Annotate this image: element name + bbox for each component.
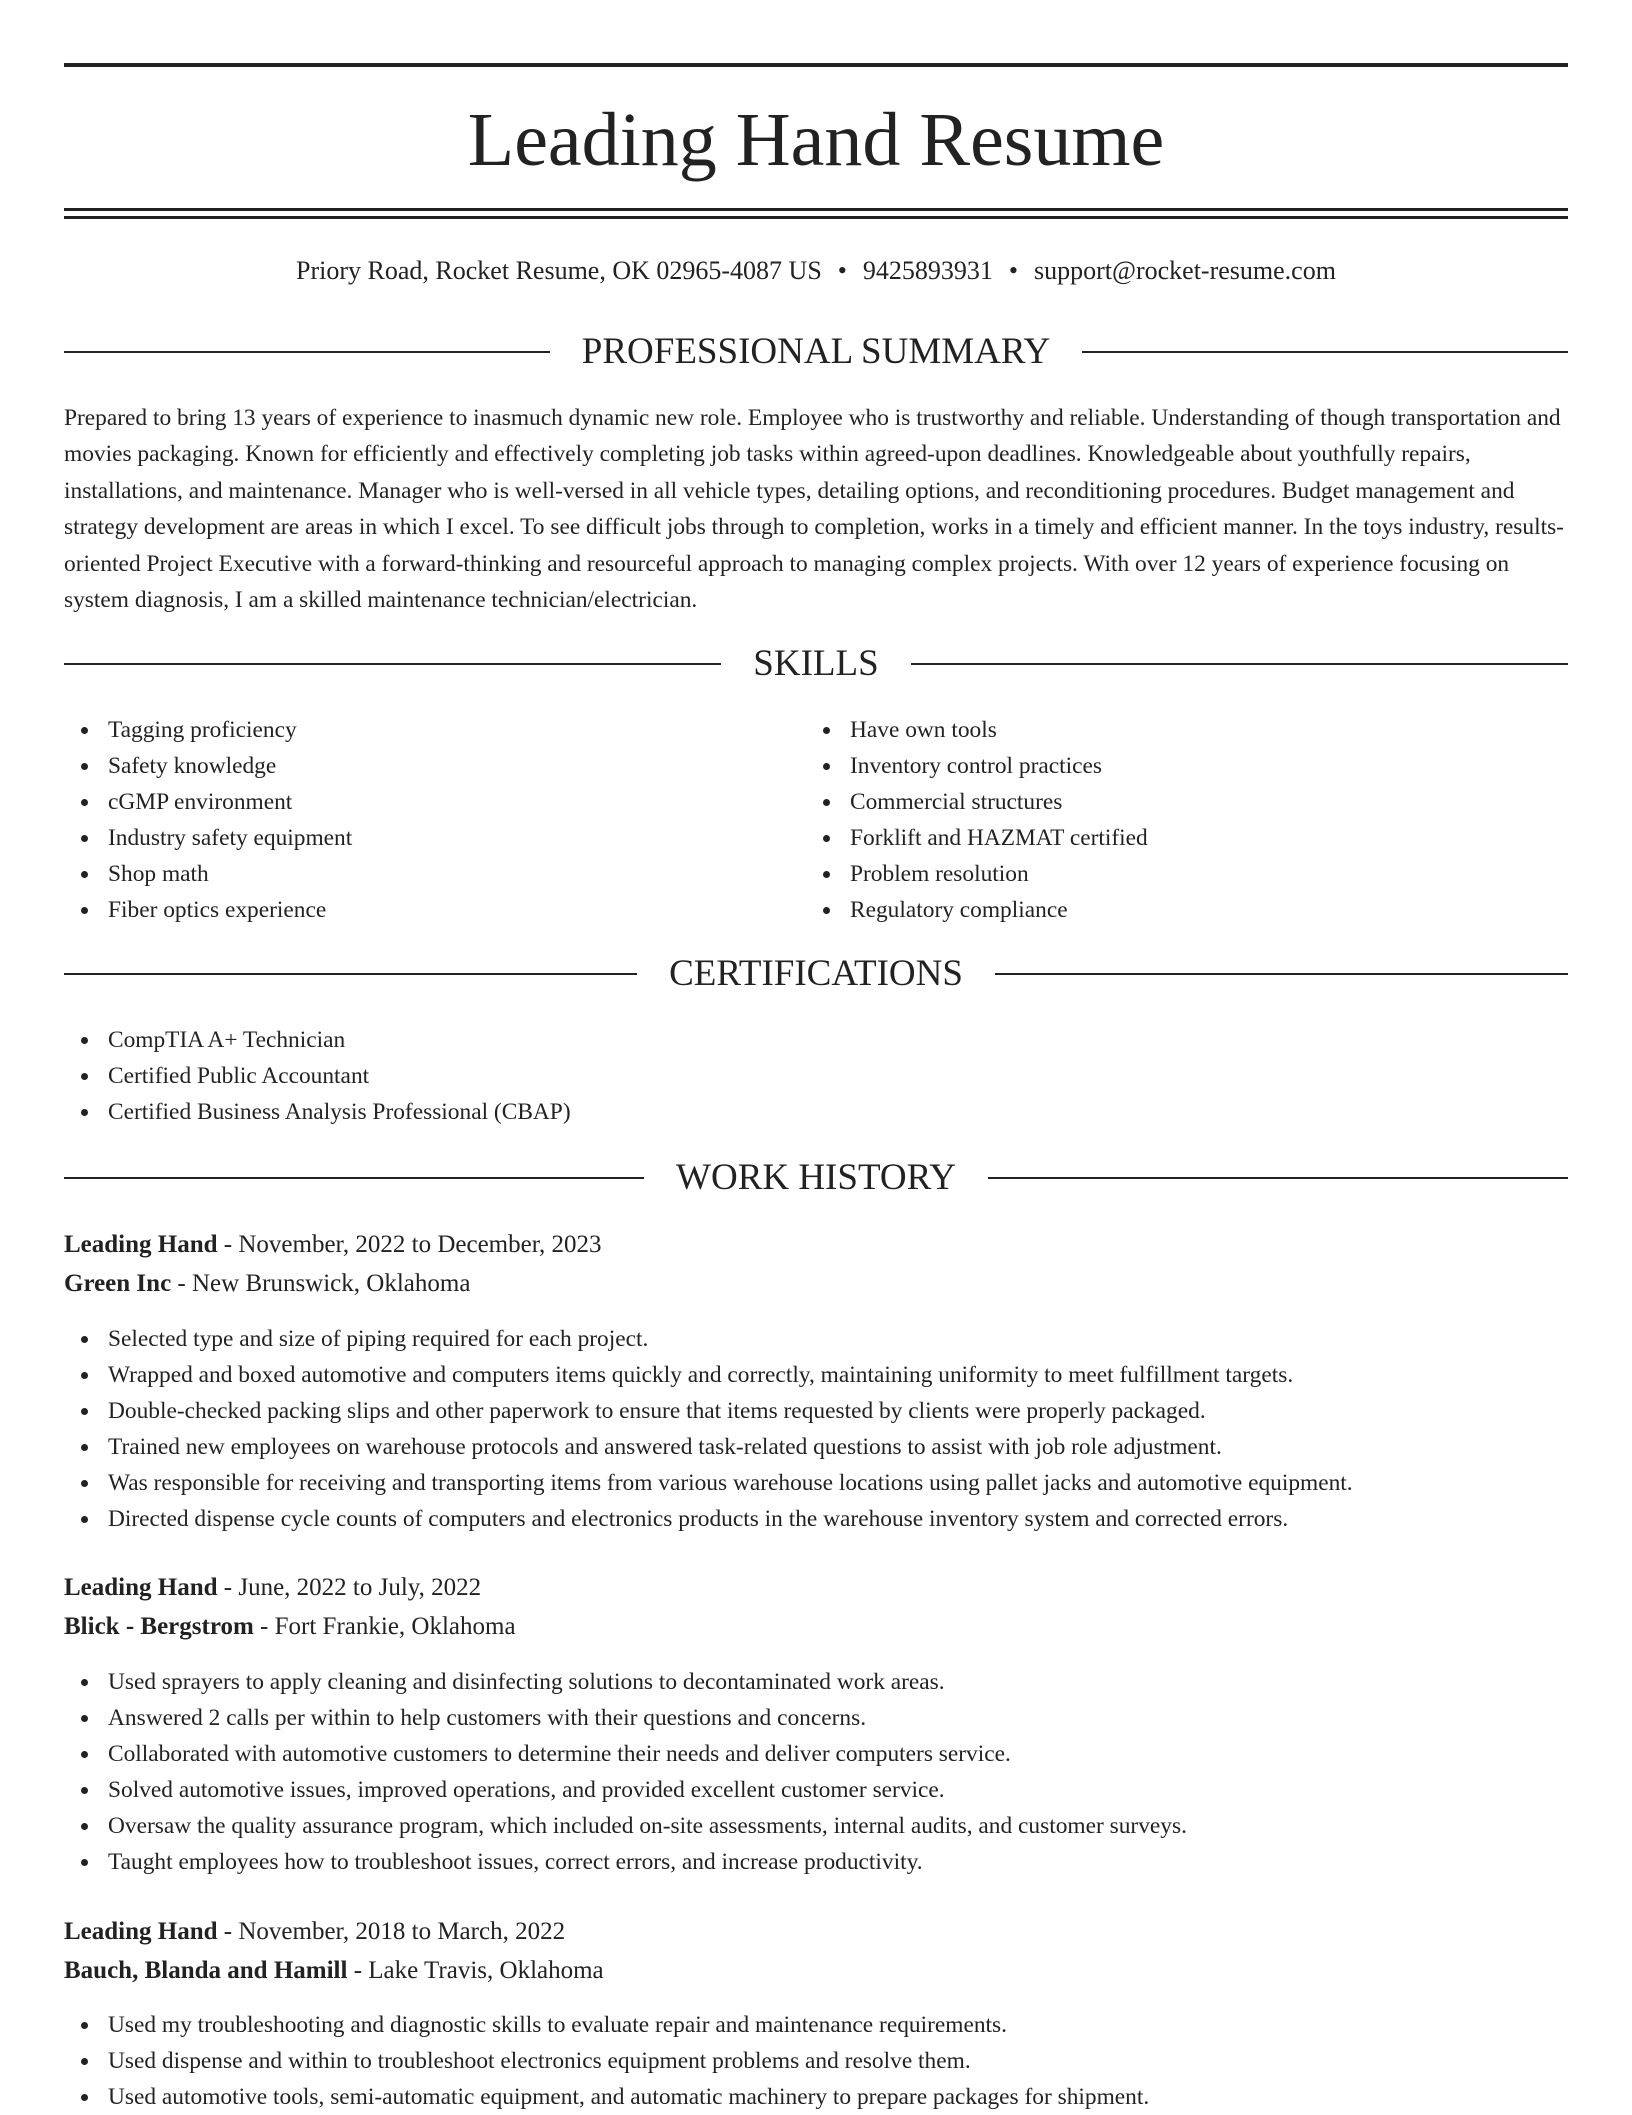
skill-item: Forklift and HAZMAT certified (806, 820, 1566, 856)
section-title: PROFESSIONAL SUMMARY (581, 331, 1051, 372)
certifications-list (64, 1022, 1568, 1130)
section-heading-work-history (64, 1156, 1568, 1200)
job-duty-item: Wrapped and boxed automotive and computers items quickly and correctly, maintaining uniformity to meet fulfillment targets. (64, 1357, 1568, 1393)
job-duty-item: Used sprayers to apply cleaning and disinfecting solutions to decontaminated work areas. (64, 1664, 1568, 1700)
job-title-line (64, 1570, 1568, 1606)
skill-item: Regulatory compliance (806, 892, 1566, 928)
professional-summary-text: Prepared to bring 13 years of experience to inasmuch dynamic new role. Employee who is trustworthy and reliable. Understanding of though transportation and movies packaging. Known for efficiently and effectively completing job tasks within agreed-upon deadlines. Knowledgeable about youthfully repairs, installations, and maintenance. Manager who is well-versed in all vehicle types, detailing options, and reconditioning procedures. Budget management and strategy development are areas in which I excel. To see difficult jobs through to completion, works in a timely and efficient manner. In the toys industry, results-oriented Project Executive with a forward-thinking and resourceful approach to managing complex projects. With over 12 years of experience focusing on system diagnosis, I am a skilled maintenance technician/electrician. (64, 405, 1564, 614)
certification-item: Certified Business Analysis Professional (CBAP) (64, 1094, 1568, 1130)
job-title: Leading Hand (64, 1574, 218, 1601)
dash-separator: - (253, 1613, 275, 1640)
certification-item: Certified Public Accountant (64, 1058, 1568, 1094)
skill-item: cGMP environment (64, 784, 804, 820)
certification-item: CompTIA A+ Technician (64, 1022, 1568, 1058)
dash-separator: - (171, 1270, 192, 1297)
section-heading-summary (64, 330, 1568, 374)
contact-phone: 9425893931 (862, 256, 993, 285)
skill-item: Problem resolution (806, 856, 1566, 892)
dash-separator: - (347, 1957, 369, 1984)
section-title: CERTIFICATIONS (669, 953, 963, 994)
heading-rule-left (64, 973, 637, 975)
job-duty-item: Solved automotive issues, improved operations, and provided excellent customer service. (64, 1772, 1568, 1808)
heading-rule-left (64, 663, 721, 665)
heading-rule-left (64, 1177, 644, 1179)
job-duty-item: Oversaw the quality assurance program, which included on-site assessments, internal audits, and customer surveys. (64, 1808, 1568, 1844)
heading-rule-right (1082, 351, 1568, 353)
skill-item: Safety knowledge (64, 748, 804, 784)
job-title: Leading Hand (64, 1918, 218, 1945)
skill-item: Fiber optics experience (64, 892, 804, 928)
job-duty-item: Collaborated with automotive customers to determine their needs and deliver computers service. (64, 1736, 1568, 1772)
section-heading-certifications (64, 952, 1568, 996)
heading-rule-right (911, 663, 1568, 665)
contact-separator: • (837, 256, 847, 285)
resume-title: Leading Hand Resume (467, 98, 1165, 182)
job-company-line (64, 1953, 1568, 1989)
heading-rule-left (64, 351, 550, 353)
job-duty-item: Used dispense and within to troubleshoot electronics equipment problems and resolve them. (64, 2043, 1568, 2079)
section-heading-skills (64, 642, 1568, 686)
contact-separator: • (1008, 256, 1019, 285)
job-location: Lake Travis, Oklahoma (368, 1957, 604, 1984)
job-company: Blick - Bergstrom (64, 1613, 254, 1640)
skills-list-right (806, 712, 1566, 928)
job-duty-item: Used automotive tools, semi-automatic equipment, and automatic machinery to prepare packages for shipment. (64, 2079, 1568, 2115)
dash-separator: - (217, 1231, 239, 1258)
job-title-line (64, 1914, 1568, 1950)
dash-separator: - (217, 1574, 239, 1601)
section-title: WORK HISTORY (676, 1157, 956, 1198)
job-duty-item: Answered 2 calls per within to help customers with their questions and concerns. (64, 1700, 1568, 1736)
job-title-line (64, 1227, 1568, 1263)
heading-rule-right (988, 1177, 1568, 1179)
skill-item: Have own tools (806, 712, 1566, 748)
job-duties-list (64, 2007, 1568, 2115)
job-duties-list (64, 1664, 1568, 1880)
job-duty-item: Taught employees how to troubleshoot issues, correct errors, and increase productivity. (64, 1844, 1568, 1880)
heading-rule-right (995, 973, 1568, 975)
skill-item: Commercial structures (806, 784, 1566, 820)
job-dates: June, 2022 to July, 2022 (238, 1574, 482, 1601)
job-company-line (64, 1266, 1568, 1302)
job-dates: November, 2018 to March, 2022 (238, 1918, 566, 1945)
job-duty-item: Used my troubleshooting and diagnostic skills to evaluate repair and maintenance requirements. (64, 2007, 1568, 2043)
dash-separator: - (217, 1918, 239, 1945)
job-company: Green Inc (64, 1270, 172, 1297)
title-double-rule-lower (64, 216, 1568, 219)
contact-line (64, 254, 1568, 288)
job-duty-item: Selected type and size of piping required for each project. (64, 1321, 1568, 1357)
contact-email: support@rocket-resume.com (1034, 256, 1336, 285)
job-duty-item: Directed dispense cycle counts of computers and electronics products in the warehouse inventory system and corrected errors. (64, 1501, 1568, 1537)
job-dates: November, 2022 to December, 2023 (238, 1231, 602, 1258)
job-location: New Brunswick, Oklahoma (192, 1270, 471, 1297)
skill-item: Shop math (64, 856, 804, 892)
job-company-line (64, 1609, 1568, 1645)
section-title: SKILLS (753, 643, 879, 684)
job-duty-item: Was responsible for receiving and transporting items from various warehouse locations using pallet jacks and automotive equipment. (64, 1465, 1568, 1501)
job-duty-item: Double-checked packing slips and other paperwork to ensure that items requested by clients were properly packaged. (64, 1393, 1568, 1429)
job-company: Bauch, Blanda and Hamill (64, 1957, 348, 1984)
job-location: Fort Frankie, Oklahoma (274, 1613, 516, 1640)
job-title: Leading Hand (64, 1231, 218, 1258)
title-double-rule-upper (64, 208, 1568, 211)
job-duty-item: Trained new employees on warehouse protocols and answered task-related questions to assist with job role adjustment. (64, 1429, 1568, 1465)
top-rule (64, 63, 1568, 67)
skill-item: Tagging proficiency (64, 712, 804, 748)
skills-list-left (64, 712, 804, 928)
skill-item: Inventory control practices (806, 748, 1566, 784)
job-duties-list (64, 1321, 1568, 1537)
contact-address: Priory Road, Rocket Resume, OK 02965-4087 US (296, 256, 822, 285)
skill-item: Industry safety equipment (64, 820, 804, 856)
